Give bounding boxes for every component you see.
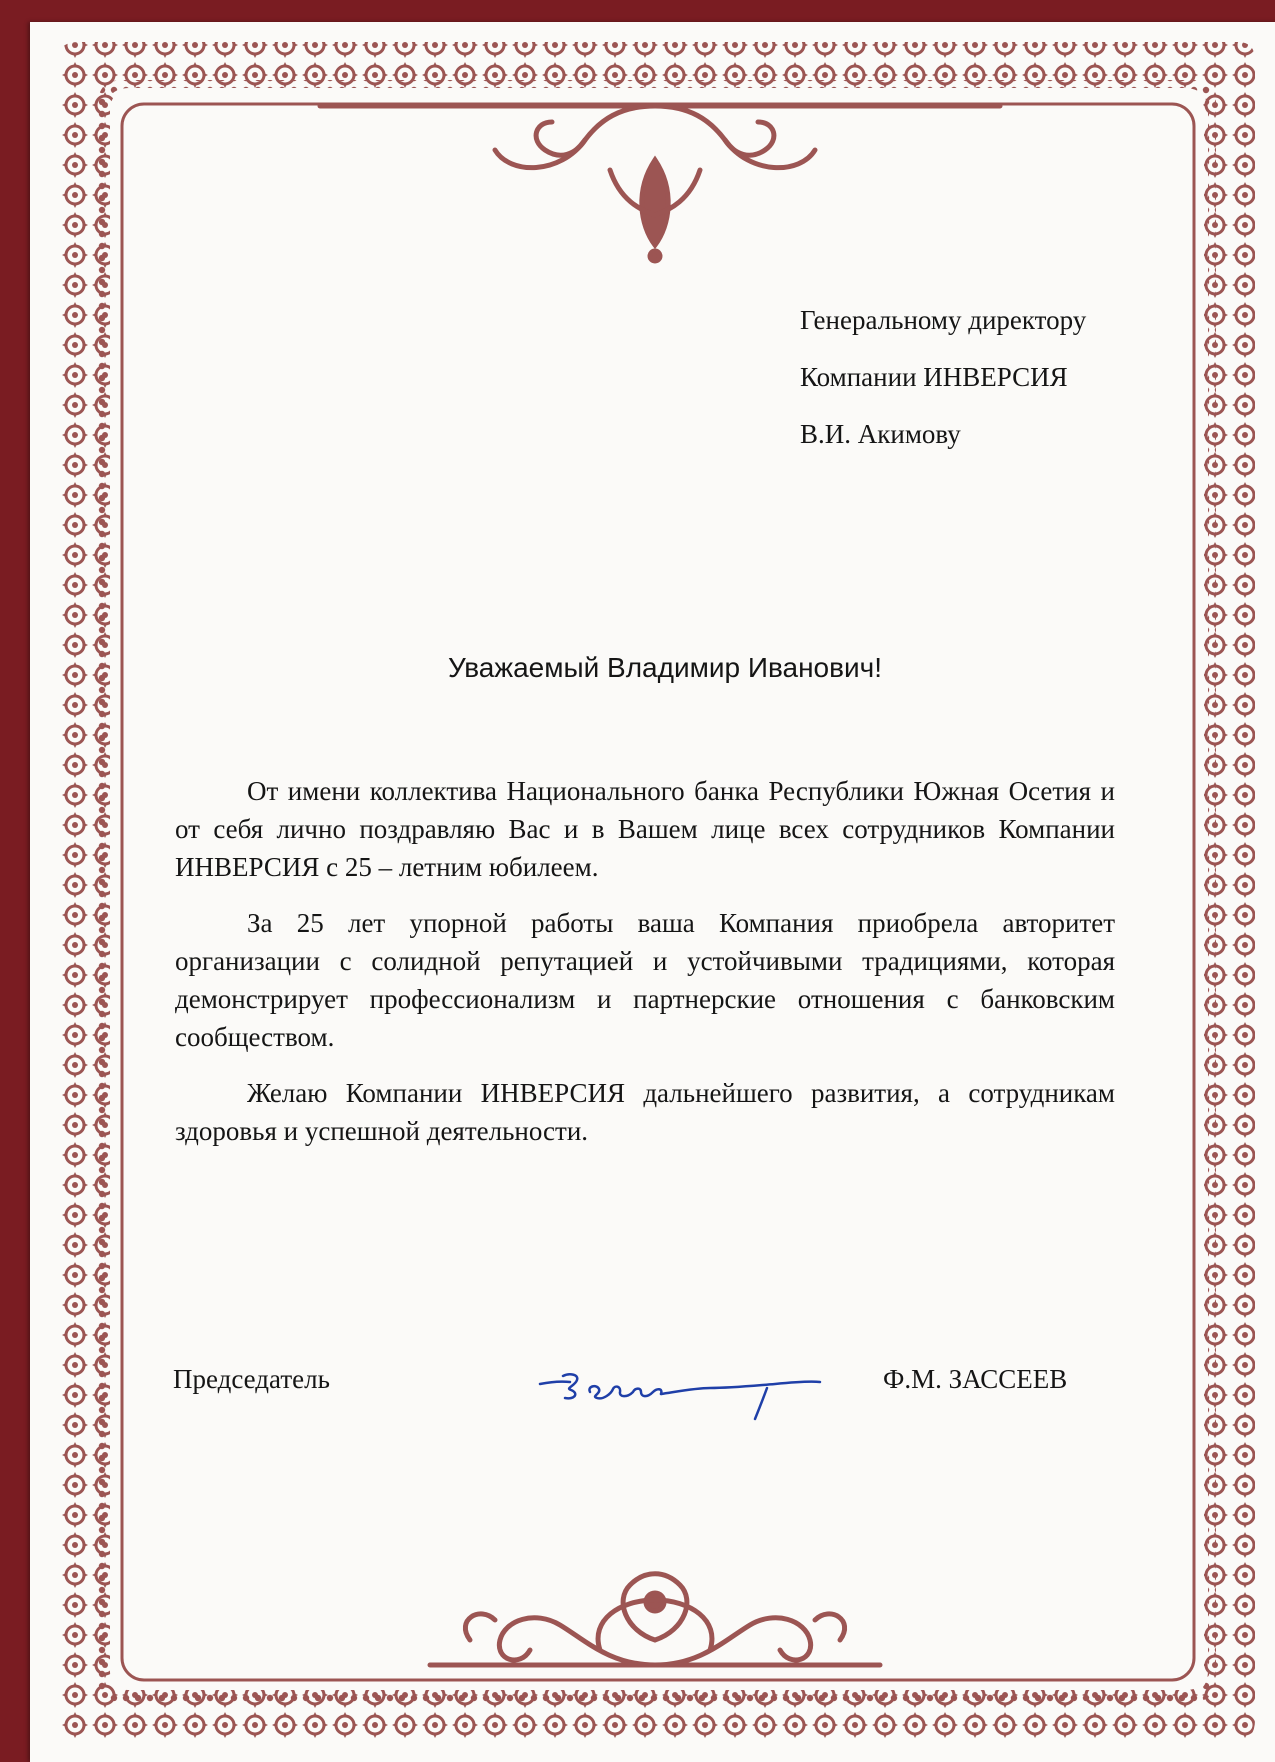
paragraph-3: Желаю Компании ИНВЕРСИЯ дальнейшего развития, а сотрудникам здоровья и успешной деятельности. — [175, 1078, 1115, 1146]
addressee-position: Генеральному директору — [800, 305, 1087, 335]
handwritten-signature — [535, 1364, 825, 1424]
bottom-ornament-icon — [430, 1574, 880, 1665]
salutation: Уважаемый Владимир Иванович! — [448, 652, 882, 683]
addressee-block — [800, 292, 1086, 463]
top-ornament-icon — [320, 106, 1000, 261]
paragraph-2: За 25 лет упорной работы ваша Компания приобрела авторитет организации с солидной репутацией и устойчивыми традициями, которая демонстрирует профессионализм и партнерские отношения с банковским сообществом. — [175, 908, 1115, 1052]
paragraph-1: От имени коллектива Национального банка Республики Южная Осетия и от себя лично поздравляю Вас и в Вашем лице всех сотрудников Компании ИНВЕРСИЯ с 25 – летним юбилеем. — [175, 776, 1115, 882]
addressee-company: Компании ИНВЕРСИЯ — [800, 362, 1068, 392]
addressee-name: В.И. Акимову — [800, 419, 961, 449]
signer-name: Ф.М. ЗАССЕЕВ — [883, 1364, 1068, 1394]
letter-body — [175, 772, 1115, 1168]
signer-title: Председатель — [173, 1364, 330, 1394]
